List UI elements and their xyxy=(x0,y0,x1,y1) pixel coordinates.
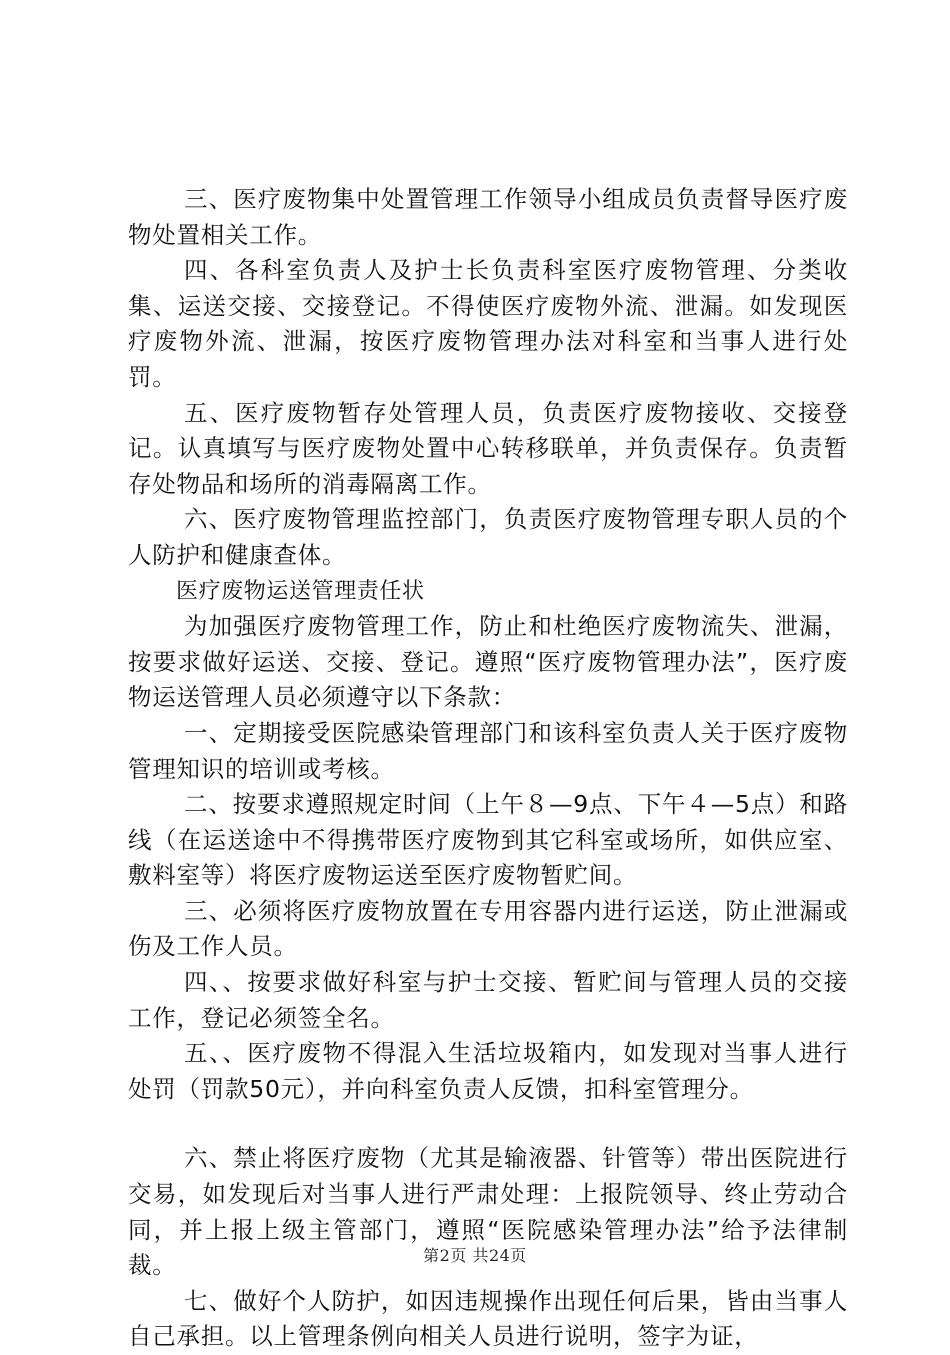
section-intro: 为加强医疗废物管理工作，防止和杜绝医疗废物流失、泄漏，按要求做好运送、交接、登记。遵照“医疗废物管理办法”，医疗废物运送管理人员必须遵守以下条款： xyxy=(128,612,848,712)
clause-7: 七、做好个人防护，如因违规操作出现任何后果，皆由当事人自己承担。以上管理条例向相关人员进行说明，签字为证， xyxy=(128,1286,848,1351)
clause-4: 四、、按要求做好科室与护士交接、暂贮间与管理人员的交接工作，登记必须签全名。 xyxy=(128,968,848,1032)
clause-2: 二、按要求遵照规定时间（上午８—9点、下午４—5点）和路线（在运送途中不得携带医疗废物到其它科室或场所，如供应室、敷料室等）将医疗废物运送至医疗废物暂贮间。 xyxy=(128,790,848,890)
clause-5: 五、、医疗废物不得混入生活垃圾箱内，如发现对当事人进行处罚（罚款50元），并向科室负责人反馈，扣科室管理分。 xyxy=(128,1039,848,1103)
paragraph-4: 四、各科室负责人及护士长负责科室医疗废物管理、分类收集、运送交接、交接登记。不得使医疗废物外流、泄漏。如发现医疗废物外流、泄漏，按医疗废物管理办法对科室和当事人进行处罚。 xyxy=(128,256,848,391)
document-body xyxy=(128,182,848,1355)
paragraph-6: 六、医疗废物管理监控部门，负责医疗废物管理专职人员的个人防护和健康查体。 xyxy=(128,505,848,569)
paragraph-5: 五、医疗废物暂存处管理人员，负责医疗废物接收、交接登记。认真填写与医疗废物处置中心转移联单，并负责保存。负责暂存处物品和场所的消毒隔离工作。 xyxy=(128,398,848,498)
clause-1: 一、定期接受医院感染管理部门和该科室负责人关于医疗废物管理知识的培训或考核。 xyxy=(128,718,848,783)
page-number-footer: 第2页 共24页 xyxy=(423,1246,527,1265)
section-title: 医疗废物运送管理责任状 xyxy=(176,578,425,604)
clause-3: 三、必须将医疗废物放置在专用容器内进行运送，防止泄漏或伤及工作人员。 xyxy=(128,896,848,961)
clause-6: 六、禁止将医疗废物（尤其是输液器、针管等）带出医院进行交易，如发现后对当事人进行严肃处理：上报院领导、终止劳动合同，并上报上级主管部门，遵照“医院感染管理办法”给予法律制裁。 xyxy=(128,1144,848,1280)
paragraph-3: 三、医疗废物集中处置管理工作领导小组成员负责督导医疗废物处置相关工作。 xyxy=(128,185,848,249)
